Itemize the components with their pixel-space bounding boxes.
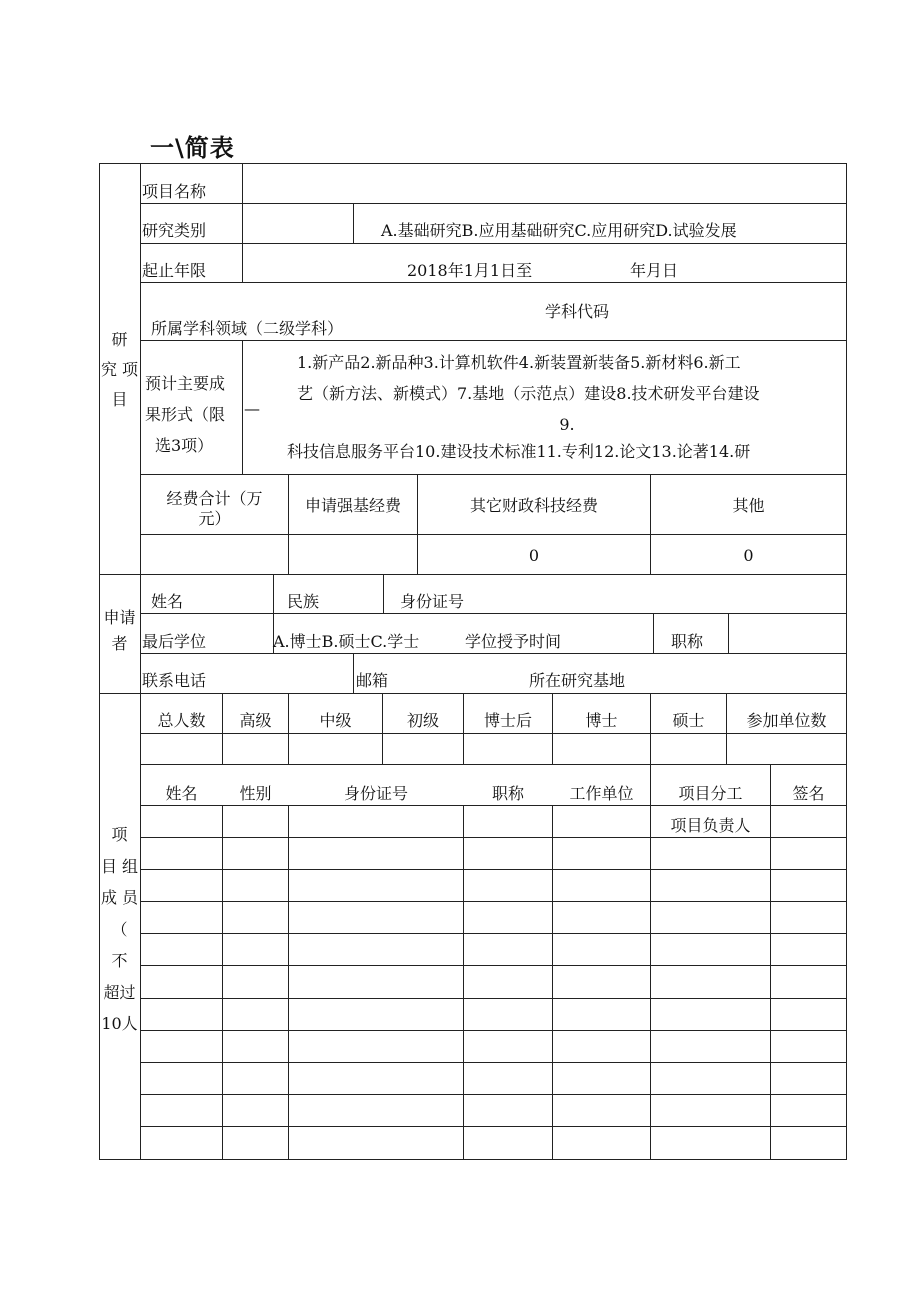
applicant-title-field[interactable] [729,614,845,652]
applicant-name-label: 姓名 [151,592,184,611]
field-label: 所属学科领域（二级学科） [151,319,344,338]
team-total-header: 总人数 [157,711,206,730]
page-title: 一\简表 [150,134,235,162]
category-label: 研究类别 [142,221,207,240]
summary-form [99,163,847,1160]
team-units-header: 参加单位数 [746,711,827,730]
applicant-degree-options: A.博士B.硕士C.学士 [273,632,420,651]
category-options: A.基础研究B.应用基础研究C.应用研究D.试验发展 [381,221,737,240]
applicant-id-label: 身份证号 [400,592,465,611]
member-workplace-header: 工作单位 [569,784,634,803]
section-research-project: 研 究 项 目 [100,330,139,409]
applicant-degree-date-label: 学位授予时间 [465,632,562,651]
applicant-base-label: 所在研究基地 [529,671,626,690]
funding-value-other[interactable]: 0 [743,546,754,565]
applicant-phone-label: 联系电话 [142,671,207,690]
section-applicant: 申请 者 [103,608,136,653]
team-phd-header: 博士 [585,711,618,730]
discipline-code-label: 学科代码 [545,302,610,321]
team-intermediate-header: 中级 [319,711,352,730]
project-name-label: 项目名称 [142,182,207,201]
funding-value-other-fiscal[interactable]: 0 [528,546,540,565]
period-label: 起止年限 [142,261,207,280]
funding-header-other: 其他 [732,496,765,515]
funding-total-label: 经费合计（万 元） [166,489,263,528]
section-team-members: 项 目 组 成 员 （ 不 超过 10人 [100,825,139,1033]
member-role-header: 项目分工 [678,784,743,803]
member-gender-header: 性别 [239,784,272,803]
member-name-header: 姓名 [165,784,198,803]
funding-header-qiangji: 申请强基经费 [304,496,401,515]
period-start[interactable]: 2018年1月1日至 [407,261,533,280]
member-signature-header: 签名 [792,784,825,803]
outcome-options: 1.新产品2.新品种3.计算机软件4.新装置新装备5.新材料6.新工 艺（新方法、新模式）7.基地（示范点）建设8.技术研发平台建设 9. 科技信息服务平台10.建设技术标准11.专利12.论文13.论著14.研 [287,353,760,461]
member-id-header: 身份证号 [343,784,408,803]
project-name-field[interactable] [243,164,845,203]
applicant-ethnicity-label: 民族 [287,592,320,611]
applicant-email-label: 邮箱 [356,671,389,690]
team-junior-header: 初级 [406,711,439,730]
team-senior-header: 高级 [239,711,272,730]
outcome-label: 预计主要成 果形式（限 选3项） [145,374,226,455]
applicant-title-label: 职称 [671,632,704,651]
member-role-leader: 项目负责人 [670,816,751,835]
period-end[interactable]: 年月日 [630,261,679,280]
team-postdoc-header: 博士后 [483,711,532,730]
applicant-degree-label: 最后学位 [142,632,207,651]
member-title-header: 职称 [491,784,524,803]
category-field[interactable] [243,204,352,242]
outcome-dash: — [244,399,260,418]
team-master-header: 硕士 [672,711,705,730]
funding-header-other-fiscal: 其它财政科技经费 [469,496,598,515]
